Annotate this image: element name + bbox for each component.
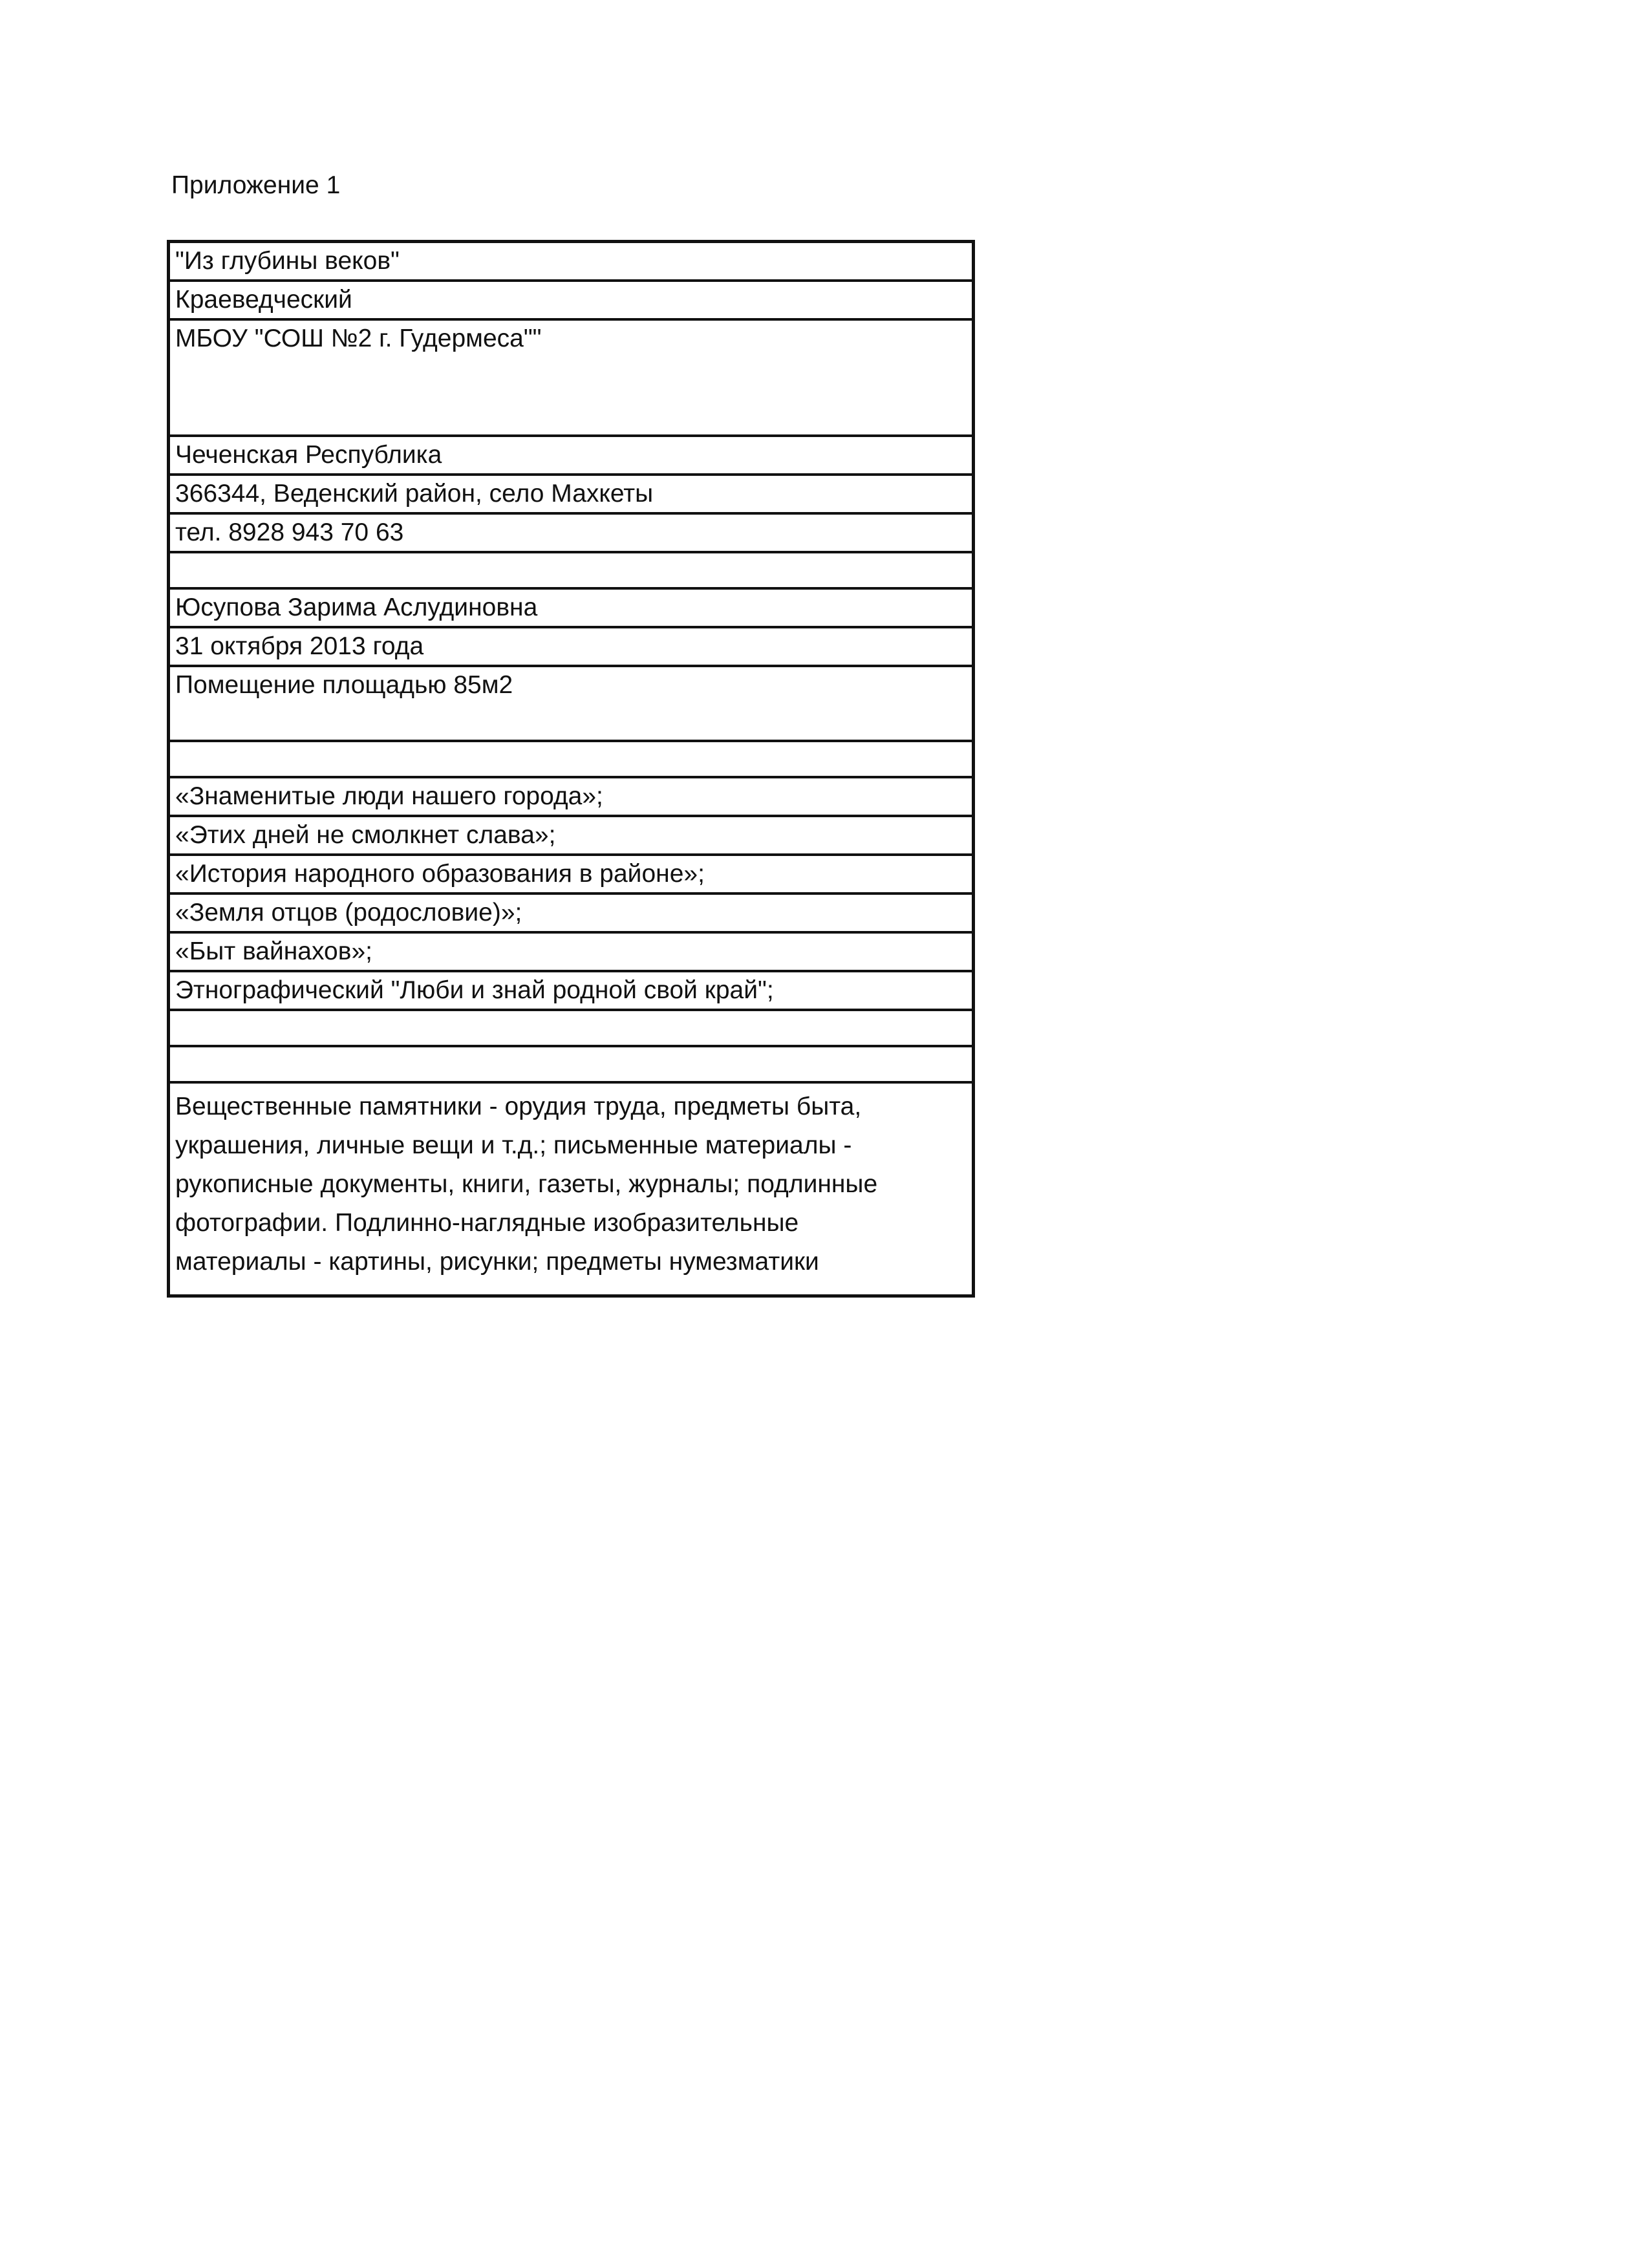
address-cell: 366344, Веденский район, село Махкеты: [169, 475, 974, 513]
table-row: [169, 816, 974, 855]
table-row: [169, 932, 974, 971]
table-row: [169, 893, 974, 932]
region-cell: Чеченская Республика: [169, 436, 974, 475]
institution-cell: МБОУ "СОШ №2 г. Гудермеса"": [169, 319, 974, 436]
table-row: [169, 552, 974, 588]
museum-info-table: [167, 240, 975, 1298]
table-row: [169, 666, 974, 741]
empty-cell: [169, 1046, 974, 1082]
phone-cell: тел. 8928 943 70 63: [169, 513, 974, 552]
museum-name-cell: "Из глубины веков": [175, 247, 400, 275]
exposition-cell: Этнографический "Люби и знай родной свой край";: [169, 971, 974, 1010]
date-cell: 31 октября 2013 года: [169, 627, 974, 666]
empty-cell: [169, 1010, 974, 1046]
appendix-heading: Приложение 1: [171, 171, 341, 199]
exposition-cell: «Знаменитые люди нашего города»;: [169, 777, 974, 816]
table-row: [169, 1046, 974, 1082]
table-row: [169, 242, 974, 281]
empty-cell: [169, 552, 974, 588]
exposition-cell: «Быт вайнахов»;: [169, 932, 974, 971]
table-row: [169, 281, 974, 319]
table-row: [169, 319, 974, 436]
exposition-cell: «История народного образования в районе»;: [169, 855, 974, 893]
table-row: [169, 588, 974, 627]
head-name-cell: Юсупова Зарима Аслудиновна: [169, 588, 974, 627]
table-row: [169, 1082, 974, 1296]
table-row: [169, 971, 974, 1010]
table-row: [169, 777, 974, 816]
table-row: [169, 436, 974, 475]
premises-cell: Помещение площадью 85м2: [169, 666, 974, 741]
exposition-cell: «Этих дней не смолкнет слава»;: [169, 816, 974, 855]
table-row: [169, 627, 974, 666]
table-row: [169, 855, 974, 893]
empty-cell: [169, 741, 974, 777]
table-row: [169, 741, 974, 777]
collection-description-cell: Вещественные памятники - орудия труда, предметы быта, украшения, личные вещи и т.д.; письменные материалы - рукописные документы, книги, газеты, журналы; подлинные фотографии. Подлинно-наглядные изобразительные материалы - картины, рисунки; предметы нумезматики: [169, 1082, 974, 1296]
museum-profile-cell: Краеведческий: [169, 281, 974, 319]
table-row: [169, 475, 974, 513]
exposition-cell: «Земля отцов (родословие)»;: [169, 893, 974, 932]
table-row: [169, 513, 974, 552]
table-row: [169, 1010, 974, 1046]
